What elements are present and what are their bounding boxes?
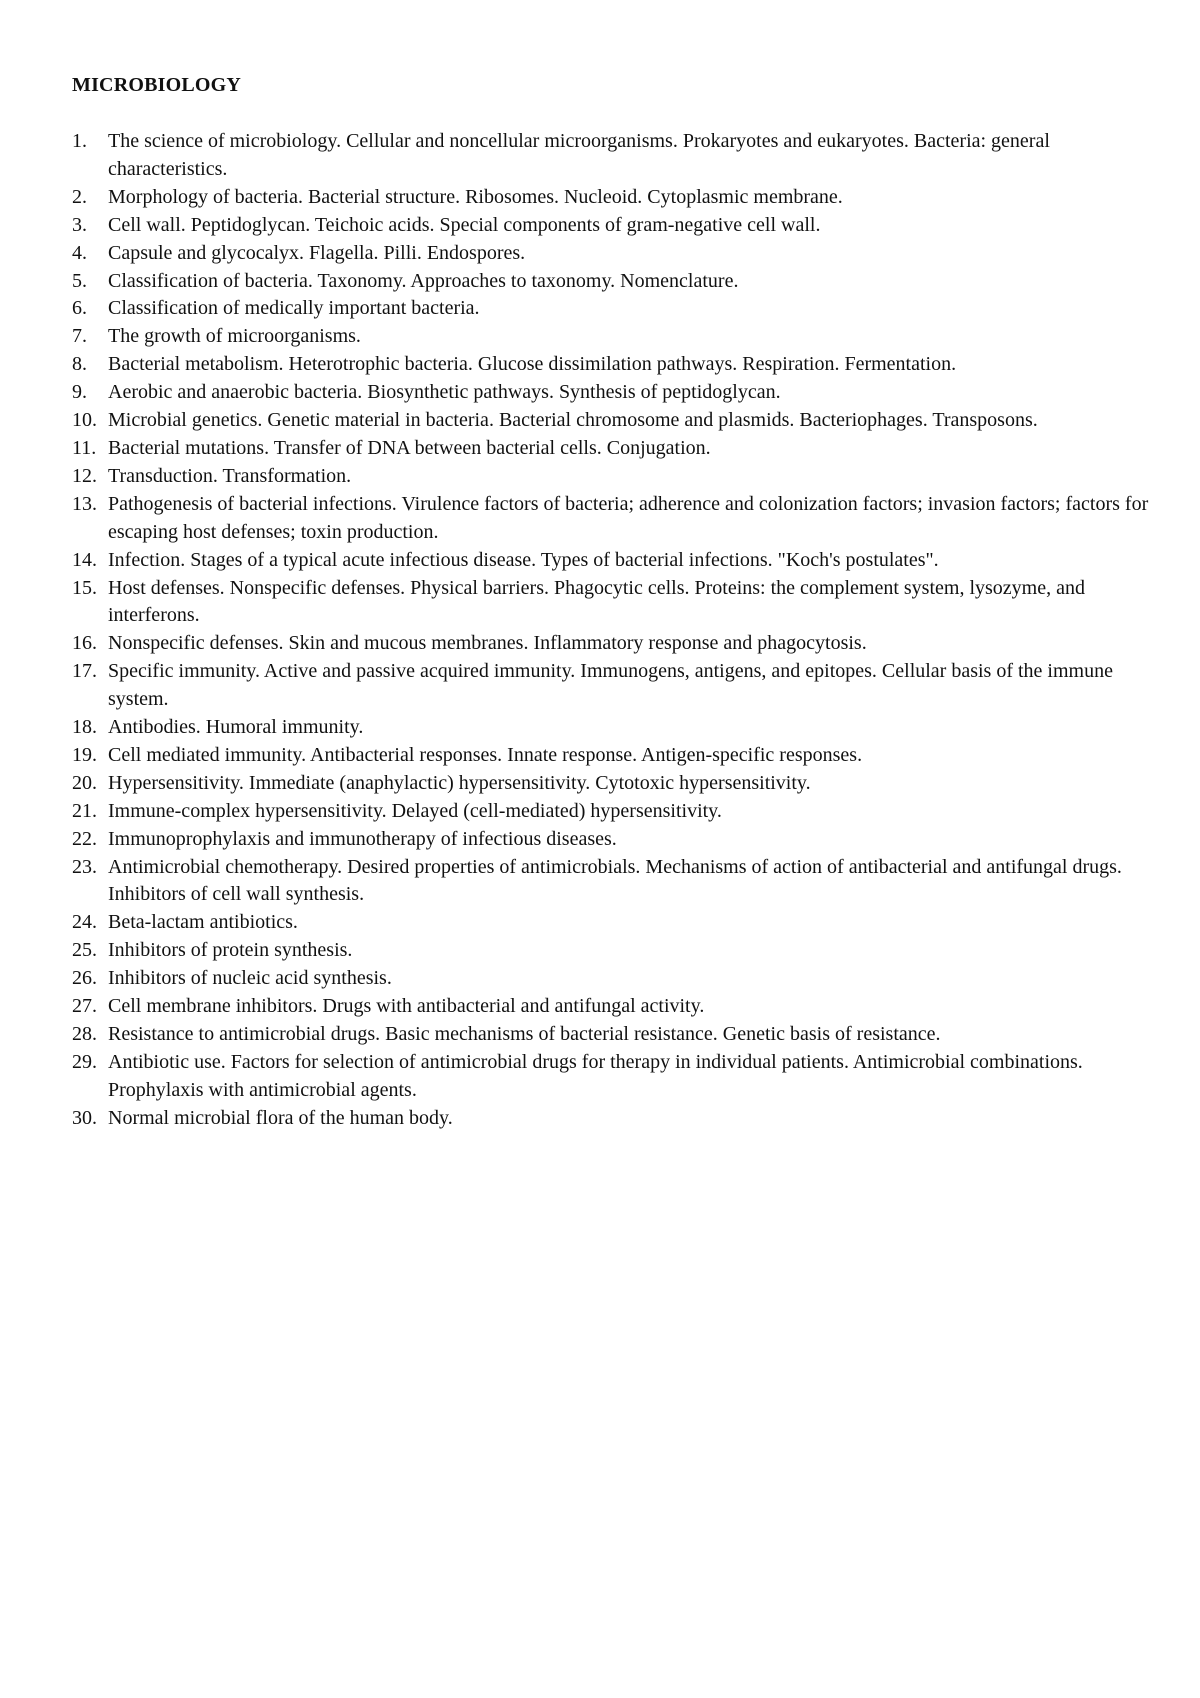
list-item-number: 19. [72,743,97,766]
list-item-text: Antibiotic use. Factors for selection of antimicrobial drugs for therapy in individual patients. Antimicrobial combinations. Prophylaxis with antimicrobial agents. [108,1050,1083,1101]
list-item-text: Cell mediated immunity. Antibacterial responses. Innate response. Antigen-specific responses. [108,743,863,766]
list-item-text: Antimicrobial chemotherapy. Desired properties of antimicrobials. Mechanisms of action of antibacterial and antifungal drugs. Inhibitors of cell wall synthesis. [108,855,1122,906]
list-item [72,1105,1152,1133]
list-item-number: 21. [72,799,97,822]
list-item-number: 9. [72,381,87,404]
list-item [72,491,1152,547]
list-item-number: 20. [72,771,97,794]
list-item-number: 13. [72,492,97,515]
topic-list [72,128,1152,1133]
list-item-number: 30. [72,1106,97,1129]
list-item-text: Aerobic and anaerobic bacteria. Biosynthetic pathways. Synthesis of peptidoglycan. [108,381,781,404]
list-item [72,742,1152,770]
list-item-text: Capsule and glycocalyx. Flagella. Pilli. Endospores. [108,241,526,264]
list-item-text: Nonspecific defenses. Skin and mucous membranes. Inflammatory response and phagocytosis. [108,632,867,655]
list-item [72,407,1152,435]
list-item-text: Inhibitors of nucleic acid synthesis. [108,967,392,990]
list-item-number: 12. [72,464,97,487]
list-item-number: 1. [72,130,87,152]
list-item-number: 29. [72,1050,97,1073]
list-item [72,323,1152,351]
list-item-number: 22. [72,827,97,850]
list-item-number: 23. [72,855,97,878]
list-item [72,630,1152,658]
list-item [72,826,1152,854]
list-item-text: Morphology of bacteria. Bacterial structure. Ribosomes. Nucleoid. Cytoplasmic membrane. [108,185,843,208]
list-item [72,212,1152,240]
list-item-text: Normal microbial flora of the human body. [108,1106,453,1129]
list-item-number: 16. [72,632,97,655]
list-item-text: Cell wall. Peptidoglycan. Teichoic acids. Special components of gram-negative cell wall. [108,213,821,236]
list-item-number: 14. [72,548,97,571]
list-item [72,575,1152,631]
list-item-number: 11. [72,436,97,459]
list-item [72,351,1152,379]
list-item [72,240,1152,268]
list-item-text: Inhibitors of protein synthesis. [108,939,353,962]
list-item-number: 26. [72,967,97,990]
list-item [72,993,1152,1021]
list-item-number: 28. [72,1023,97,1045]
list-item-number: 18. [72,716,97,739]
list-item-text: Transduction. Transformation. [108,464,352,487]
document-title: MICROBIOLOGY [72,74,242,96]
list-item [72,937,1152,965]
list-item-text: Immunoprophylaxis and immunotherapy of infectious diseases. [108,827,617,850]
list-item-text: Bacterial mutations. Transfer of DNA between bacterial cells. Conjugation. [108,436,711,459]
list-item-number: 25. [72,939,97,962]
list-item-text: Classification of bacteria. Taxonomy. Approaches to taxonomy. Nomenclature. [108,269,739,292]
list-item-number: 10. [72,409,97,432]
list-item-text: Beta-lactam antibiotics. [108,911,298,934]
list-item-text: The growth of microorganisms. [108,325,361,348]
list-item-number: 24. [72,911,97,934]
list-item-text: Antibodies. Humoral immunity. [108,716,364,739]
list-item [72,770,1152,798]
list-item [72,1049,1152,1105]
list-item-text: Cell membrane inhibitors. Drugs with antibacterial and antifungal activity. [108,995,705,1018]
list-item-text: Bacterial metabolism. Heterotrophic bacteria. Glucose dissimilation pathways. Respiration. Fermentation. [108,353,957,376]
list-item [72,714,1152,742]
list-item-number: 6. [72,297,87,320]
list-item [72,435,1152,463]
list-item-text: Host defenses. Nonspecific defenses. Physical barriers. Phagocytic cells. Proteins: the complement system, lysozyme, and interferons. [108,576,1085,627]
list-item-text: Classification of medically important bacteria. [108,297,480,320]
list-item-number: 7. [72,325,87,348]
list-item-text: Specific immunity. Active and passive acquired immunity. Immunogens, antigens, and epitopes. Cellular basis of the immune system. [108,660,1113,711]
list-item-text: Hypersensitivity. Immediate (anaphylactic) hypersensitivity. Cytotoxic hypersensitivity. [108,771,811,794]
list-item-number: 17. [72,660,97,683]
list-item-number: 4. [72,241,87,264]
list-item [72,128,1152,184]
list-item-number: 15. [72,576,97,599]
list-item-number: 5. [72,269,87,292]
list-item-text: Microbial genetics. Genetic material in bacteria. Bacterial chromosome and plasmids. Bacteriophages. Transposons. [108,409,1038,432]
list-item-number: 8. [72,353,87,376]
list-item [72,547,1152,575]
list-item [72,1021,1152,1049]
list-item-text: Resistance to antimicrobial drugs. Basic mechanisms of bacterial resistance. Genetic basis of resistance. [108,1023,941,1045]
list-item [72,965,1152,993]
list-item-number: 2. [72,185,87,208]
list-item [72,854,1152,910]
list-item [72,798,1152,826]
list-item-text: Pathogenesis of bacterial infections. Virulence factors of bacteria; adherence and colonization factors; invasion factors; factors for escaping host defenses; toxin production. [108,492,1149,543]
list-item-text: Immune-complex hypersensitivity. Delayed (cell-mediated) hypersensitivity. [108,799,722,822]
list-item [72,268,1152,296]
list-item [72,379,1152,407]
list-item-number: 27. [72,995,97,1018]
list-item-text: Infection. Stages of a typical acute infectious disease. Types of bacterial infections. "Koch's postulates". [108,548,939,571]
list-item [72,295,1152,323]
list-item-number: 3. [72,213,87,236]
list-item-text: The science of microbiology. Cellular and noncellular microorganisms. Prokaryotes and eukaryotes. Bacteria: general characteristics. [108,130,1050,180]
list-item [72,184,1152,212]
list-item [72,463,1152,491]
list-item [72,909,1152,937]
list-item [72,658,1152,714]
